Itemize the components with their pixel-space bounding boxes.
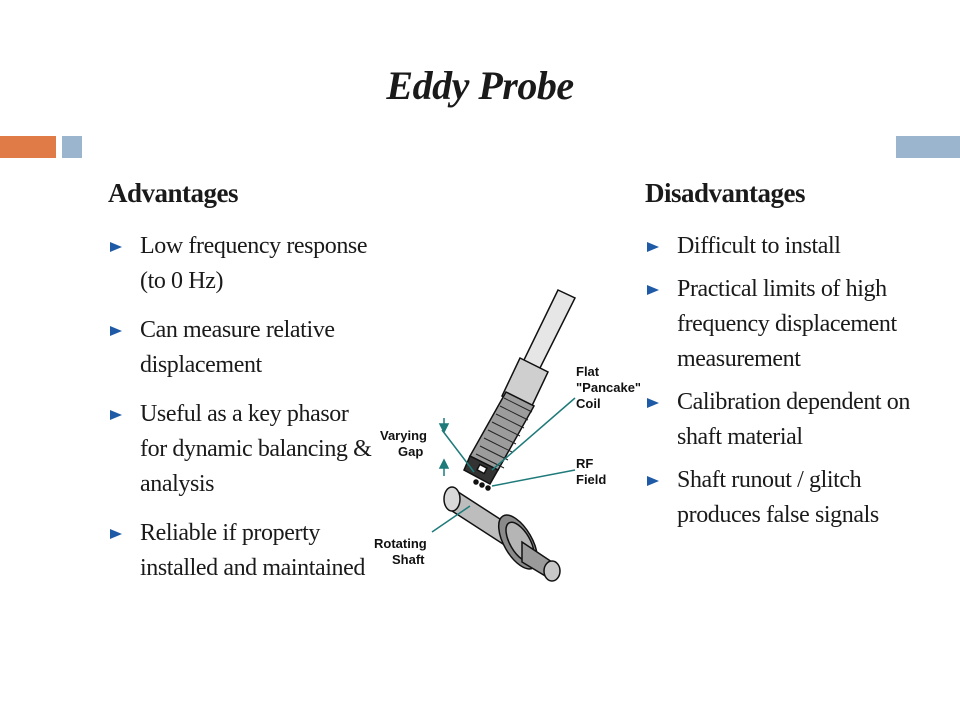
label-pancake: "Pancake": [576, 380, 640, 395]
arrow-bullet-icon: [647, 285, 659, 295]
list-item-text: Practical limits of high frequency displacement measurement: [677, 276, 897, 372]
label-rf: RF: [576, 456, 594, 471]
label-varying: Varying: [380, 428, 427, 443]
accent-bar-orange: [0, 136, 56, 158]
list-item: [108, 516, 373, 586]
list-item: [645, 463, 945, 533]
advantages-heading: Advantages: [108, 178, 239, 208]
rotating-shaft-drawing: [444, 487, 560, 581]
label-coil: Coil: [576, 396, 601, 411]
arrow-bullet-icon: [110, 326, 122, 336]
advantages-column: [108, 178, 373, 600]
disadvantages-column: [645, 178, 945, 541]
accent-bar-blue-right: [896, 136, 960, 158]
disadvantages-list: [645, 229, 945, 533]
list-item: [645, 385, 945, 455]
list-item-text: Difficult to install: [677, 233, 841, 259]
arrow-bullet-icon: [647, 398, 659, 408]
arrow-bullet-icon: [647, 242, 659, 252]
list-item: [645, 272, 945, 377]
label-rotating: Rotating: [374, 536, 427, 551]
eddy-probe-diagram: [370, 280, 640, 610]
probe-body-drawing: [464, 290, 575, 490]
arrow-bullet-icon: [110, 242, 122, 252]
advantages-list: [108, 229, 373, 586]
disadvantages-heading: Disadvantages: [645, 178, 806, 208]
arrow-bullet-icon: [110, 529, 122, 539]
label-shaft: Shaft: [392, 552, 425, 567]
list-item-text: Reliable if property installed and maintained: [140, 520, 365, 581]
slide-title: Eddy Probe: [386, 63, 574, 108]
list-item-text: Can measure relative displacement: [140, 317, 335, 378]
list-item-text: Calibration dependent on shaft material: [677, 389, 911, 450]
list-item: [645, 229, 945, 264]
label-flat: Flat: [576, 364, 600, 379]
accent-bar-blue-left: [62, 136, 82, 158]
list-item-text: Shaft runout / glitch produces false signals: [677, 467, 879, 528]
list-item-text: Low frequency response (to 0 Hz): [140, 233, 368, 294]
label-gap: Gap: [398, 444, 424, 459]
eddy-probe-illustration: [370, 280, 640, 610]
list-item: [108, 229, 373, 299]
arrow-bullet-icon: [647, 476, 659, 486]
label-field: Field: [576, 472, 607, 487]
arrow-bullet-icon: [110, 410, 122, 420]
list-item: [108, 397, 373, 502]
list-item-text: Useful as a key phasor for dynamic balancing & analysis: [140, 401, 372, 497]
list-item: [108, 313, 373, 383]
